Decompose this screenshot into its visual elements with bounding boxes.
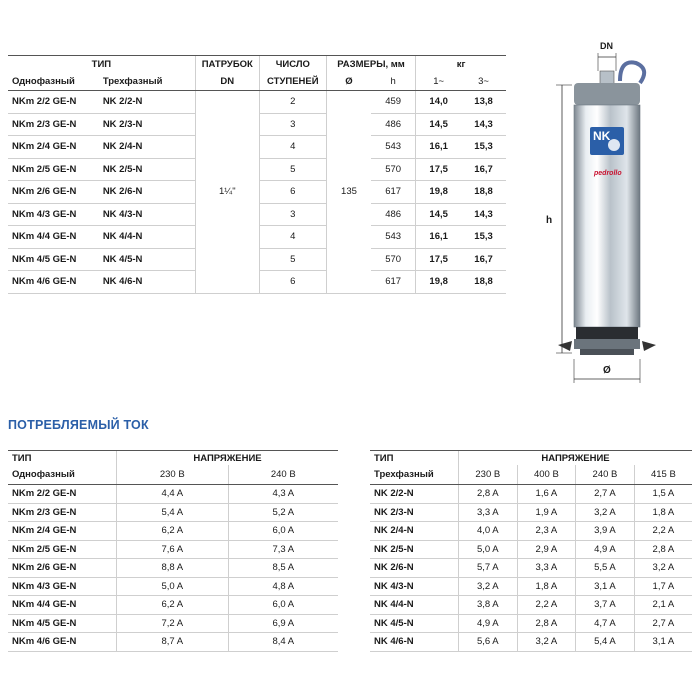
model-name: NK 4/3-N: [370, 577, 459, 596]
table-row: [8, 503, 338, 522]
h-label: h: [546, 215, 553, 226]
height-value: 486: [371, 203, 416, 226]
model-single-phase: NKm 4/5 GE-N: [8, 248, 99, 271]
current-value: 4,3 A: [228, 485, 338, 504]
current-value: 1,8 A: [517, 577, 576, 596]
table-row: [370, 503, 692, 522]
table-row: [370, 559, 692, 578]
table-row: [370, 522, 692, 541]
current-value: 2,2 A: [634, 522, 692, 541]
table-row: [370, 633, 692, 652]
current-value: 8,4 A: [228, 633, 338, 652]
table-row: [8, 522, 338, 541]
current-value: 3,1 A: [634, 633, 692, 652]
table-row: [370, 485, 692, 504]
model-three-phase: NK 2/4-N: [99, 136, 196, 159]
weight-three-phase: 14,3: [461, 113, 506, 136]
model-single-phase: NKm 2/2 GE-N: [8, 91, 99, 114]
table-row: [8, 91, 506, 114]
model-name: NKm 4/6 GE-N: [8, 633, 117, 652]
table-row: [8, 614, 338, 633]
pedrollo-logo: pedrollo: [594, 170, 622, 177]
current-value: 6,9 A: [228, 614, 338, 633]
model-three-phase: NK 2/6-N: [99, 181, 196, 204]
model-single-phase: NKm 2/3 GE-N: [8, 113, 99, 136]
current-value: 7,6 A: [117, 540, 229, 559]
current-value: 4,0 A: [459, 522, 518, 541]
stages-value: 3: [259, 113, 326, 136]
spec-table: [8, 55, 506, 294]
current-value: 3,7 A: [576, 596, 635, 615]
height-value: 570: [371, 248, 416, 271]
col-type: ТИП: [8, 451, 117, 466]
height-value: 570: [371, 158, 416, 181]
current-value: 6,0 A: [228, 596, 338, 615]
stages-value: 5: [259, 158, 326, 181]
col-dn: DN: [195, 73, 259, 91]
weight-single-phase: 14,5: [416, 203, 461, 226]
current-value: 2,9 A: [517, 540, 576, 559]
model-three-phase: NK 4/4-N: [99, 226, 196, 249]
model-name: NK 4/6-N: [370, 633, 459, 652]
height-value: 617: [371, 181, 416, 204]
current-value: 2,7 A: [634, 614, 692, 633]
current-value: 4,4 A: [117, 485, 229, 504]
model-name: NK 2/3-N: [370, 503, 459, 522]
weight-single-phase: 19,8: [416, 271, 461, 294]
weight-single-phase: 19,8: [416, 181, 461, 204]
model-three-phase: NK 4/5-N: [99, 248, 196, 271]
weight-three-phase: 13,8: [461, 91, 506, 114]
model-single-phase: NKm 2/5 GE-N: [8, 158, 99, 181]
weight-single-phase: 17,5: [416, 158, 461, 181]
current-value: 1,5 A: [634, 485, 692, 504]
model-name: NK 2/4-N: [370, 522, 459, 541]
current-value: 5,4 A: [117, 503, 229, 522]
model-name: NKm 4/4 GE-N: [8, 596, 117, 615]
col-type: ТИП: [370, 451, 459, 466]
current-value: 3,3 A: [517, 559, 576, 578]
current-value: 5,5 A: [576, 559, 635, 578]
current-section-title: ПОТРЕБЛЯЕМЫЙ ТОК: [8, 418, 149, 432]
current-value: 3,3 A: [459, 503, 518, 522]
current-value: 5,7 A: [459, 559, 518, 578]
table-row: [370, 614, 692, 633]
col-kg1: 1~: [416, 73, 461, 91]
table-row: [370, 596, 692, 615]
current-value: 4,9 A: [459, 614, 518, 633]
current-value: 3,8 A: [459, 596, 518, 615]
model-three-phase: NK 4/6-N: [99, 271, 196, 294]
col-stages: ЧИСЛО: [259, 56, 326, 74]
height-value: 617: [371, 271, 416, 294]
nk-badge: NK: [593, 129, 611, 143]
model-name: NKm 2/2 GE-N: [8, 485, 117, 504]
table-row: [8, 596, 338, 615]
height-value: 459: [371, 91, 416, 114]
current-three-phase-table: [370, 450, 692, 652]
model-single-phase: NKm 4/4 GE-N: [8, 226, 99, 249]
current-value: 3,2 A: [517, 633, 576, 652]
current-value: 4,9 A: [576, 540, 635, 559]
stages-value: 4: [259, 226, 326, 249]
current-single-phase-table: [8, 450, 338, 652]
current-value: 1,7 A: [634, 577, 692, 596]
model-name: NK 2/2-N: [370, 485, 459, 504]
model-single-phase: NKm 4/3 GE-N: [8, 203, 99, 226]
col-415v: 415 В: [634, 465, 692, 485]
col-nozzle: ПАТРУБОК: [195, 56, 259, 74]
current-value: 3,1 A: [576, 577, 635, 596]
col-kg: кг: [416, 56, 506, 74]
model-name: NK 4/5-N: [370, 614, 459, 633]
col-three-phase: Трехфазный: [99, 73, 196, 91]
dn-label: DN: [600, 41, 613, 51]
current-value: 5,0 A: [459, 540, 518, 559]
current-value: 2,1 A: [634, 596, 692, 615]
col-kg3: 3~: [461, 73, 506, 91]
col-type: ТИП: [8, 56, 195, 74]
weight-three-phase: 18,8: [461, 181, 506, 204]
current-value: 4,8 A: [228, 577, 338, 596]
weight-single-phase: 16,1: [416, 226, 461, 249]
table-row: [8, 559, 338, 578]
current-value: 2,7 A: [576, 485, 635, 504]
weight-single-phase: 14,0: [416, 91, 461, 114]
current-value: 1,8 A: [634, 503, 692, 522]
weight-single-phase: 14,5: [416, 113, 461, 136]
diameter-value: 135: [326, 91, 371, 294]
col-single-phase: Однофазный: [8, 73, 99, 91]
stages-value: 3: [259, 203, 326, 226]
current-value: 2,3 A: [517, 522, 576, 541]
dn-value: 1¼": [195, 91, 259, 294]
model-name: NKm 2/4 GE-N: [8, 522, 117, 541]
col-voltage: НАПРЯЖЕНИЕ: [117, 451, 339, 466]
model-name: NKm 2/5 GE-N: [8, 540, 117, 559]
col-voltage: НАПРЯЖЕНИЕ: [459, 451, 693, 466]
table-row: [8, 577, 338, 596]
diameter-label: Ø: [603, 365, 611, 376]
table-row: [370, 577, 692, 596]
current-value: 8,8 A: [117, 559, 229, 578]
current-value: 5,4 A: [576, 633, 635, 652]
current-value: 5,2 A: [228, 503, 338, 522]
stages-value: 6: [259, 181, 326, 204]
table-row: [8, 633, 338, 652]
col-230v: 230 В: [117, 465, 229, 485]
col-three-phase: Трехфазный: [370, 465, 459, 485]
current-value: 1,6 A: [517, 485, 576, 504]
col-400v: 400 В: [517, 465, 576, 485]
col-stages2: СТУПЕНЕЙ: [259, 73, 326, 91]
model-name: NKm 4/5 GE-N: [8, 614, 117, 633]
current-value: 6,2 A: [117, 522, 229, 541]
model-name: NKm 2/3 GE-N: [8, 503, 117, 522]
current-value: 7,2 A: [117, 614, 229, 633]
pump-figure: [546, 41, 668, 390]
height-value: 543: [371, 136, 416, 159]
weight-three-phase: 16,7: [461, 158, 506, 181]
weight-single-phase: 17,5: [416, 248, 461, 271]
model-single-phase: NKm 2/6 GE-N: [8, 181, 99, 204]
stages-value: 6: [259, 271, 326, 294]
current-value: 3,2 A: [576, 503, 635, 522]
current-value: 2,2 A: [517, 596, 576, 615]
current-value: 8,7 A: [117, 633, 229, 652]
height-value: 543: [371, 226, 416, 249]
current-value: 3,2 A: [459, 577, 518, 596]
current-value: 6,2 A: [117, 596, 229, 615]
model-single-phase: NKm 4/6 GE-N: [8, 271, 99, 294]
col-240v: 240 В: [576, 465, 635, 485]
current-value: 7,3 A: [228, 540, 338, 559]
col-230v: 230 В: [459, 465, 518, 485]
col-dim-h: h: [371, 73, 416, 91]
weight-three-phase: 18,8: [461, 271, 506, 294]
weight-single-phase: 16,1: [416, 136, 461, 159]
current-value: 6,0 A: [228, 522, 338, 541]
model-name: NK 2/6-N: [370, 559, 459, 578]
pump-drawing: [548, 45, 668, 390]
model-three-phase: NK 2/2-N: [99, 91, 196, 114]
weight-three-phase: 15,3: [461, 226, 506, 249]
model-three-phase: NK 2/5-N: [99, 158, 196, 181]
model-name: NKm 4/3 GE-N: [8, 577, 117, 596]
current-value: 8,5 A: [228, 559, 338, 578]
current-value: 2,8 A: [517, 614, 576, 633]
model-name: NK 4/4-N: [370, 596, 459, 615]
current-value: 2,8 A: [459, 485, 518, 504]
stages-value: 2: [259, 91, 326, 114]
table-row: [8, 540, 338, 559]
current-value: 1,9 A: [517, 503, 576, 522]
current-value: 3,2 A: [634, 559, 692, 578]
current-value: 5,0 A: [117, 577, 229, 596]
model-three-phase: NK 2/3-N: [99, 113, 196, 136]
current-value: 4,7 A: [576, 614, 635, 633]
current-value: 2,8 A: [634, 540, 692, 559]
model-name: NKm 2/6 GE-N: [8, 559, 117, 578]
col-dim-d: Ø: [326, 73, 371, 91]
table-row: [370, 540, 692, 559]
col-single-phase: Однофазный: [8, 465, 117, 485]
table-row: [8, 485, 338, 504]
col-dims: РАЗМЕРЫ, мм: [326, 56, 415, 74]
stages-value: 5: [259, 248, 326, 271]
current-value: 3,9 A: [576, 522, 635, 541]
col-240v: 240 В: [228, 465, 338, 485]
model-single-phase: NKm 2/4 GE-N: [8, 136, 99, 159]
current-value: 5,6 A: [459, 633, 518, 652]
height-value: 486: [371, 113, 416, 136]
model-name: NK 2/5-N: [370, 540, 459, 559]
stages-value: 4: [259, 136, 326, 159]
weight-three-phase: 14,3: [461, 203, 506, 226]
weight-three-phase: 16,7: [461, 248, 506, 271]
weight-three-phase: 15,3: [461, 136, 506, 159]
model-three-phase: NK 4/3-N: [99, 203, 196, 226]
